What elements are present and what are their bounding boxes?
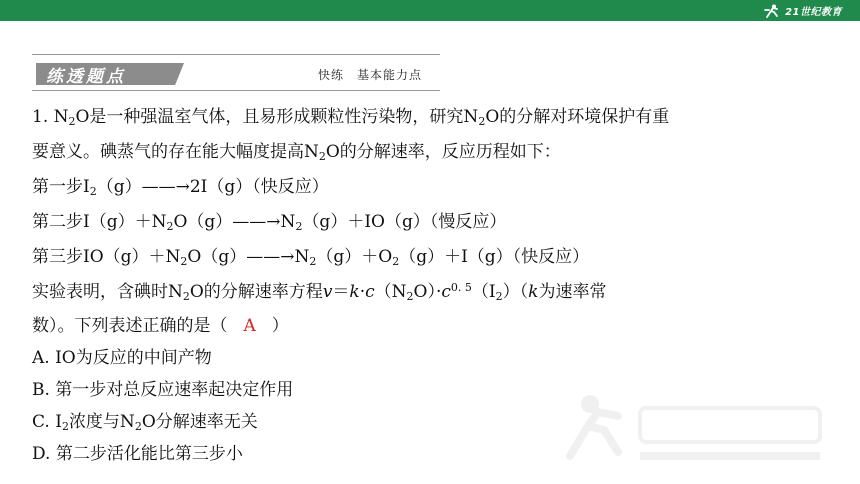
site-logo <box>763 2 842 19</box>
option-c: C. $I_2$浓度与$N_2O$分解速率无关 <box>32 412 258 433</box>
section-title: 练透题点 <box>46 67 126 87</box>
header-rule-top <box>32 54 440 55</box>
option-b: B. 第一步对总反应速率起决定作用 <box>32 380 294 400</box>
answer-mark: A <box>243 316 256 336</box>
option-a: A. IO为反应的中间产物 <box>32 348 212 368</box>
watermark-logo-icon <box>560 386 840 476</box>
step-3: 第三步$IO(g)+N_2O(g)——\to N_2(g)+O_2(g)+I(g)$（快反应） <box>32 247 590 268</box>
rate-equation-line: 实验表明，含碘时$N_2O$的分解速率方程$v=k\cdot c(N_2O)\cdot c^{0. 5}(I_2)(k$为速率常 <box>32 281 607 303</box>
top-bar <box>0 0 860 21</box>
section-subtitle: 快练 基本能力点 <box>318 68 423 82</box>
option-d: D. 第二步活化能比第三步小 <box>32 444 243 464</box>
step-1: 第一步$I_2(g)——\to 2I(g)$（快反应） <box>32 177 329 198</box>
runner-logo-icon <box>763 4 781 18</box>
logo-text: 21世纪教育 <box>785 7 842 18</box>
section-header <box>32 54 440 92</box>
question-prompt: 数）。下列表述正确的是（ A ） <box>32 310 832 342</box>
step-2: 第二步$I(g)+N_2O(g)——\to N_2(g)+IO(g)$（慢反应） <box>32 212 507 233</box>
header-rule-bottom <box>32 90 440 91</box>
question-line-1: 1. $N_2O$是一种强温室气体，且易形成颗粒性污染物，研究$N_2O$的分解对环境保护有重 <box>32 107 670 128</box>
question-line-2: 要意义。碘蒸气的存在能大幅度提高$N_2O$的分解速率，反应历程如下： <box>32 142 561 163</box>
